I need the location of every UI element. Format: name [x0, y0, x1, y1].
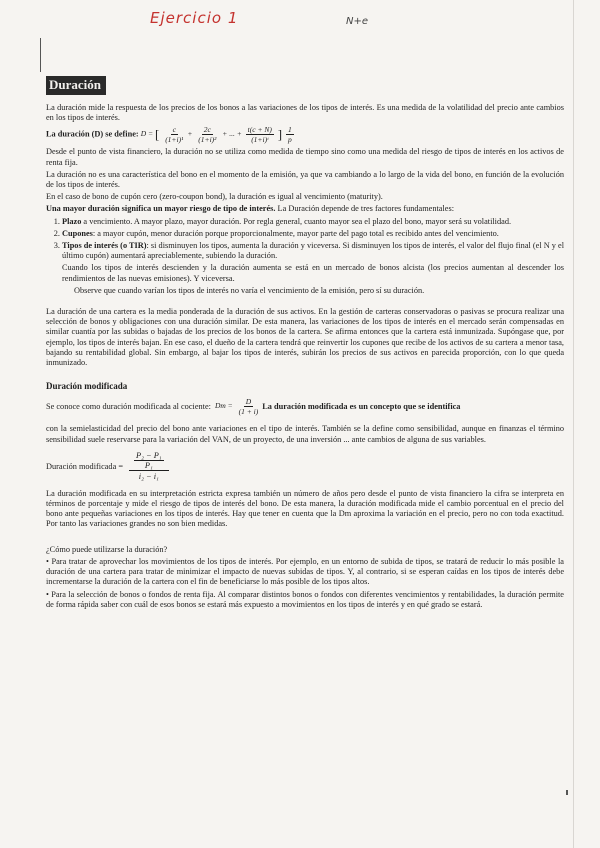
- duration-formula-row: [46, 125, 564, 144]
- zero-coupon-paragraph: En el caso de bono de cupón cero (zero-coupon bond), la duración es igual al vencimiento (maturity).: [46, 192, 383, 202]
- definition-label: La duración (D) se define:: [46, 129, 139, 139]
- modified-intro: Se conoce como duración modificada al cociente:: [46, 401, 211, 411]
- risk-line: Una mayor duración significa un mayor riesgo de tipo de interés. La Duración depende de tres factores fundamentales:: [46, 204, 455, 214]
- document-body: [46, 76, 564, 612]
- factor-item: 2. Cupones: a mayor cupón, menor duración porque proporcionalmente, mayor parte del pago total es recibido antes del vencimiento.: [62, 229, 564, 239]
- formula-lhs: D =: [140, 129, 154, 139]
- modified-duration-formula: Dm = $\frac{D}{(1 + i)}$: [214, 397, 259, 417]
- formula-price-factor: $\frac{1}{p}$: [287, 125, 292, 145]
- characteristic-paragraph: La duración no es una característica del bono en el momento de la emisión, ya que va cambiando a lo largo de la vida del bono, en función de la evolución de los tipos de interés.: [46, 169, 564, 190]
- financial-paragraph: Desde el punto de vista financiero, la duración no se utiliza como medida de tiempo sino como una medida del riesgo de tipos de interés en los activos de renta fija.: [46, 147, 564, 167]
- portfolio-paragraph: La duración de una cartera es la media ponderada de la duración de sus activos. En la gestión de carteras conservadoras o pasivas se procura realizar una selección de bonos y obligaciones con una duración similar. De esta manera, las variaciones de los tipos de interés en el mercado serán compensadas en similar cuantía por las subidas o bajadas de los precios de los bonos de la cartera. Se afirma entonces que la cartera está inmunizada. Supóngase que, por ejemplo, los tipos de interés bajan. En ese caso, el dueño de la cartera tendrá que reinvertir los cupones que recibe de los activos de su cartera a menor tasa, bajando su rentabilidad global. Sin embargo, al bajar los tipos de interés, subirán los precios de sus activos en parecida proporción, con lo que queda inmunizado.: [46, 307, 564, 368]
- modified-equation-label: Duración modificada =: [46, 461, 124, 471]
- interpretation-paragraph: La duración modificada en su interpretación estricta expresa también un número de años pero desde el punto de vista financiero la cifra se interpreta en términos de porcentaje y mide el riesgo de tipos de interés del bono. De esta manera, la duración modificada mide el cambio porcentual en el precio del bono ante pequeñas variaciones en los tipos de interés. Hay que tener en cuenta que la Dm aproxima la variación en el precio, pero no con toda exactitud. Por tanto las variaciones grandes no son bien medidas.: [46, 488, 564, 529]
- factor-list: [46, 217, 564, 262]
- factor-3-observe: Observe que cuando varían los tipos de interés no varía el vencimiento de la emisión, pero sí su duración.: [74, 285, 425, 295]
- usage-question: ¿Cómo puede utilizarse la duración?: [46, 544, 168, 554]
- handwritten-title: Ejercicio 1: [150, 9, 239, 27]
- formula-dots: + ... +: [222, 129, 242, 139]
- factor-item: 3. Tipos de interés (o TIR): si disminuyen los tipos, aumenta la duración y viceversa. Si disminuyen los tipos de interés, el valor del flujo final (el N y el último cupón) aumentará apreciablemente, subiendo la duración.: [62, 241, 564, 261]
- modified-duration-heading: Duración modificada: [46, 381, 128, 392]
- handwritten-note: N+e: [346, 16, 369, 27]
- modified-formula-row: [46, 397, 564, 416]
- modified-equation: $\frac{\frac{\text{P₂ − P₁}}{\text{P₁}}}{\text{i₂ − i₁}}$: [129, 451, 169, 483]
- formula-term-2: $\frac{2c}{\text{(1+i)²}}$: [198, 125, 217, 145]
- intro-paragraph: La duración mide la respuesta de los precios de los bonos a las variaciones de los tipos de interés. Es una medida de la volatilidad del precio ante cambios en los tipos de interés.: [46, 103, 564, 123]
- factor-item: 1. Plazo a vencimiento. A mayor plazo, mayor duración. Por regla general, cuanto mayor sea el plazo del bono, mayor será su volatilidad.: [62, 217, 564, 227]
- modified-intro-bold: La duración modificada es un concepto que se identifica: [262, 401, 461, 411]
- margin-mark: [40, 38, 41, 72]
- usage-item: • Para la selección de bonos o fondos de renta fija. Al comparar distintos bonos o fondos con diferentes vencimientos y rentabilidades, la duración permite de forma rápida saber con cuál de esos bonos se estará más expuesto a movimientos en los tipos de interés y en qué grado se estará.: [46, 589, 564, 609]
- factor-3-extra: Cuando los tipos de interés descienden y la duración aumenta se está en un mercado de bonos alcista (los precios aumentan al descender los rendimientos de las nuevas emisiones). Y viceversa.: [62, 263, 564, 283]
- page-edge: [573, 0, 574, 848]
- formula-term-n: $\frac{t(c + N)}{\text{(1+i)ᵗ}}$: [247, 125, 272, 145]
- section-heading: Duración: [46, 76, 106, 95]
- duration-formula: D = [ $\frac{c}{\text{(1+i)¹}}$ + $\frac{2c}{\text{(1+i)²}}$ + ... + $\frac{t(c + N)}{\text{(1+i)ᵗ}}$ ] $\frac{1}{p}$: [140, 125, 292, 145]
- formula-term-1: $\frac{c}{\text{(1+i)¹}}$: [165, 125, 184, 145]
- usage-item: • Para tratar de aprovechar los movimientos de los tipos de interés. Por ejemplo, en un entorno de subida de tipos, se tratará de reducir lo más posible la duración de una cartera para tratar de minimizar el impacto de nuevas subidas de tipos. Y, al contrario, si se esperan caídas en los tipos de interés debe incrementarse la duración de la cartera con el fin de beneficiarse lo más posible de los tipos altos.: [46, 556, 564, 587]
- margin-dot: [566, 790, 568, 795]
- modified-paragraph: con la semielasticidad del precio del bono ante variaciones en el tipo de interés. También se la define como sensibilidad, aunque en finanzas el término sensibilidad suele reservarse para la variación del VAN, de un proyecto, de una inversión ... ante cambios de alguna de sus variables.: [46, 424, 564, 444]
- modified-equation-row: [46, 451, 564, 483]
